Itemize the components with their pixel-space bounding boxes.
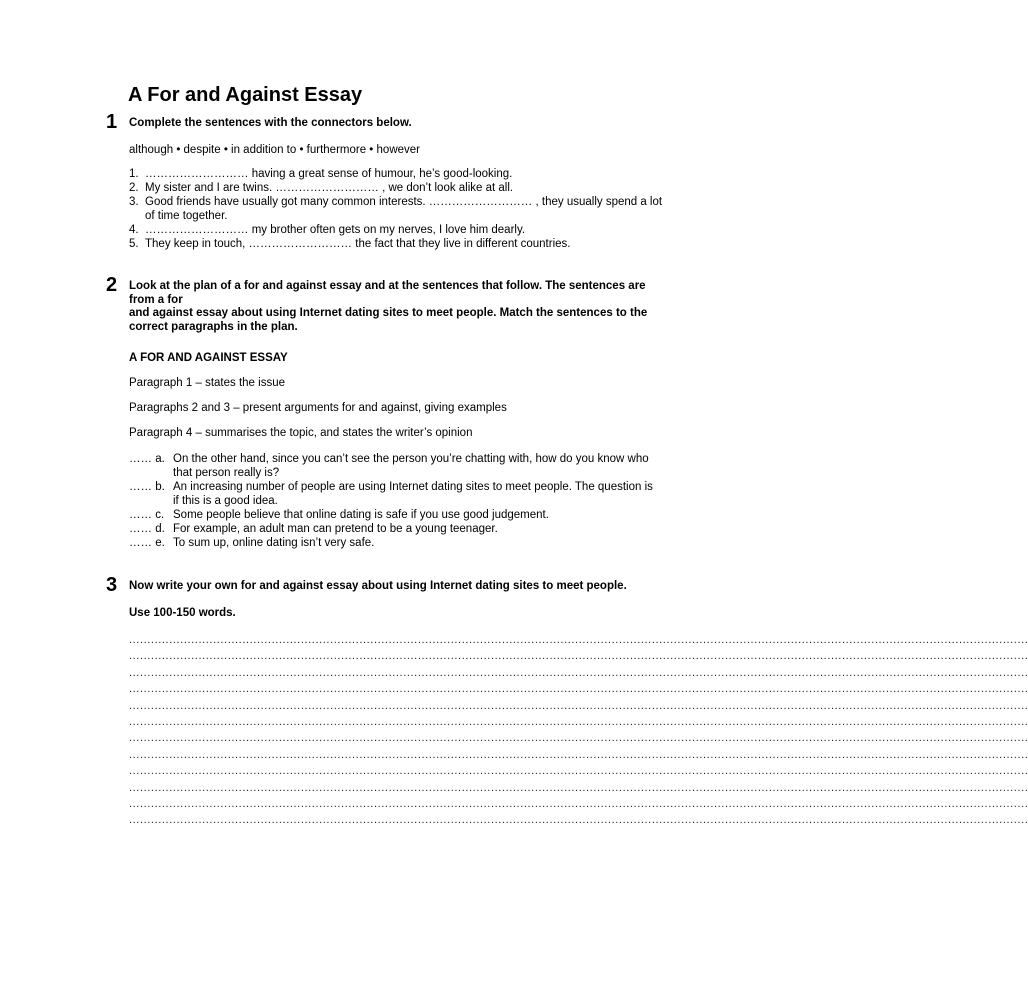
match-label: …… c.: [129, 509, 165, 521]
sentence-text: They keep in touch, ……………………… the fact that they live in different countries.: [145, 238, 571, 250]
sentence-number: 3.: [129, 196, 139, 208]
sentence-text: ……………………… my brother often gets on my nerves, I love him dearly.: [145, 224, 526, 236]
sentence-text: Good friends have usually got many common interests. ……………………… , they usually spend a lot of time together.: [145, 196, 663, 222]
list-item: [129, 223, 669, 237]
exercise-3-number: 3: [106, 574, 118, 596]
list-item: [129, 237, 669, 251]
exercise-1-instruction: Complete the sentences with the connectors below.: [129, 117, 412, 129]
plan-paragraphs-2-3: Paragraphs 2 and 3 – present arguments for and against, giving examples: [129, 402, 507, 414]
list-item: [129, 536, 659, 550]
writing-line[interactable]: ......................................................................................................................................................................................................................................................: [129, 650, 1028, 663]
writing-line[interactable]: ......................................................................................................................................................................................................................................................: [129, 634, 1028, 646]
connectors-list: although • despite • in addition to • furthermore • however: [129, 144, 420, 156]
writing-line[interactable]: ......................................................................................................................................................................................................................................................: [129, 715, 1028, 728]
writing-line[interactable]: ......................................................................................................................................................................................................................................................: [129, 699, 1028, 712]
plan-heading: A FOR AND AGAINST ESSAY: [129, 352, 288, 364]
writing-line[interactable]: ......................................................................................................................................................................................................................................................: [129, 732, 1028, 745]
writing-line[interactable]: ......................................................................................................................................................................................................................................................: [129, 814, 1028, 827]
list-item: [129, 167, 669, 181]
exercise-2-instruction-line-2: and against essay about using Internet dating sites to meet people. Match the sentences to the correct paragraphs in the plan.: [129, 307, 648, 333]
match-label: …… e.: [129, 537, 165, 549]
writing-line[interactable]: ......................................................................................................................................................................................................................................................: [129, 781, 1028, 794]
exercise-1-sentences: [129, 167, 669, 251]
exercise-1-number: 1: [106, 111, 118, 133]
list-item: [129, 452, 659, 480]
match-text: Some people believe that online dating is safe if you use good judgement.: [173, 509, 549, 521]
list-item: [129, 522, 659, 536]
match-text: On the other hand, since you can’t see the person you’re chatting with, how do you know who that person really is?: [173, 453, 649, 479]
writing-line[interactable]: ......................................................................................................................................................................................................................................................: [129, 748, 1028, 761]
plan-paragraph-1: Paragraph 1 – states the issue: [129, 377, 285, 389]
list-item: [129, 181, 669, 195]
sentence-number: 1.: [129, 168, 139, 180]
list-item: [129, 480, 659, 508]
exercise-3-instruction-line-2: Use 100-150 words.: [129, 607, 236, 619]
match-label: …… d.: [129, 523, 165, 535]
match-text: For example, an adult man can pretend to be a young teenager.: [173, 523, 498, 535]
writing-line[interactable]: ......................................................................................................................................................................................................................................................: [129, 765, 1028, 778]
sentence-number: 5.: [129, 238, 139, 250]
match-label: …… a.: [129, 453, 165, 465]
match-text: An increasing number of people are using Internet dating sites to meet people. The question is if this is a good idea.: [173, 481, 653, 507]
writing-line[interactable]: ......................................................................................................................................................................................................................................................: [129, 683, 1028, 696]
sentence-number: 2.: [129, 182, 139, 194]
exercise-3-instruction-line-1: Now write your own for and against essay about using Internet dating sites to meet people.: [129, 580, 627, 592]
sentence-text: My sister and I are twins. ……………………… , we don’t look alike at all.: [145, 182, 514, 194]
writing-lines: [129, 632, 1028, 829]
exercise-2-number: 2: [106, 274, 118, 296]
writing-line[interactable]: ......................................................................................................................................................................................................................................................: [129, 797, 1028, 810]
sentence-text: ……………………… having a great sense of humour, he’s good-looking.: [145, 168, 513, 180]
exercise-2-instruction-line-1: Look at the plan of a for and against essay and at the sentences that follow. The sentences are from a for: [129, 280, 646, 306]
list-item: [129, 508, 659, 522]
match-label: …… b.: [129, 481, 165, 493]
plan-paragraph-4: Paragraph 4 – summarises the topic, and states the writer’s opinion: [129, 427, 473, 439]
match-text: To sum up, online dating isn’t very safe.: [173, 537, 375, 549]
exercise-2-sentences: [129, 452, 659, 550]
sentence-number: 4.: [129, 224, 139, 236]
page-title: A For and Against Essay: [128, 84, 363, 106]
list-item: [129, 195, 669, 223]
writing-line[interactable]: ......................................................................................................................................................................................................................................................: [129, 666, 1028, 679]
